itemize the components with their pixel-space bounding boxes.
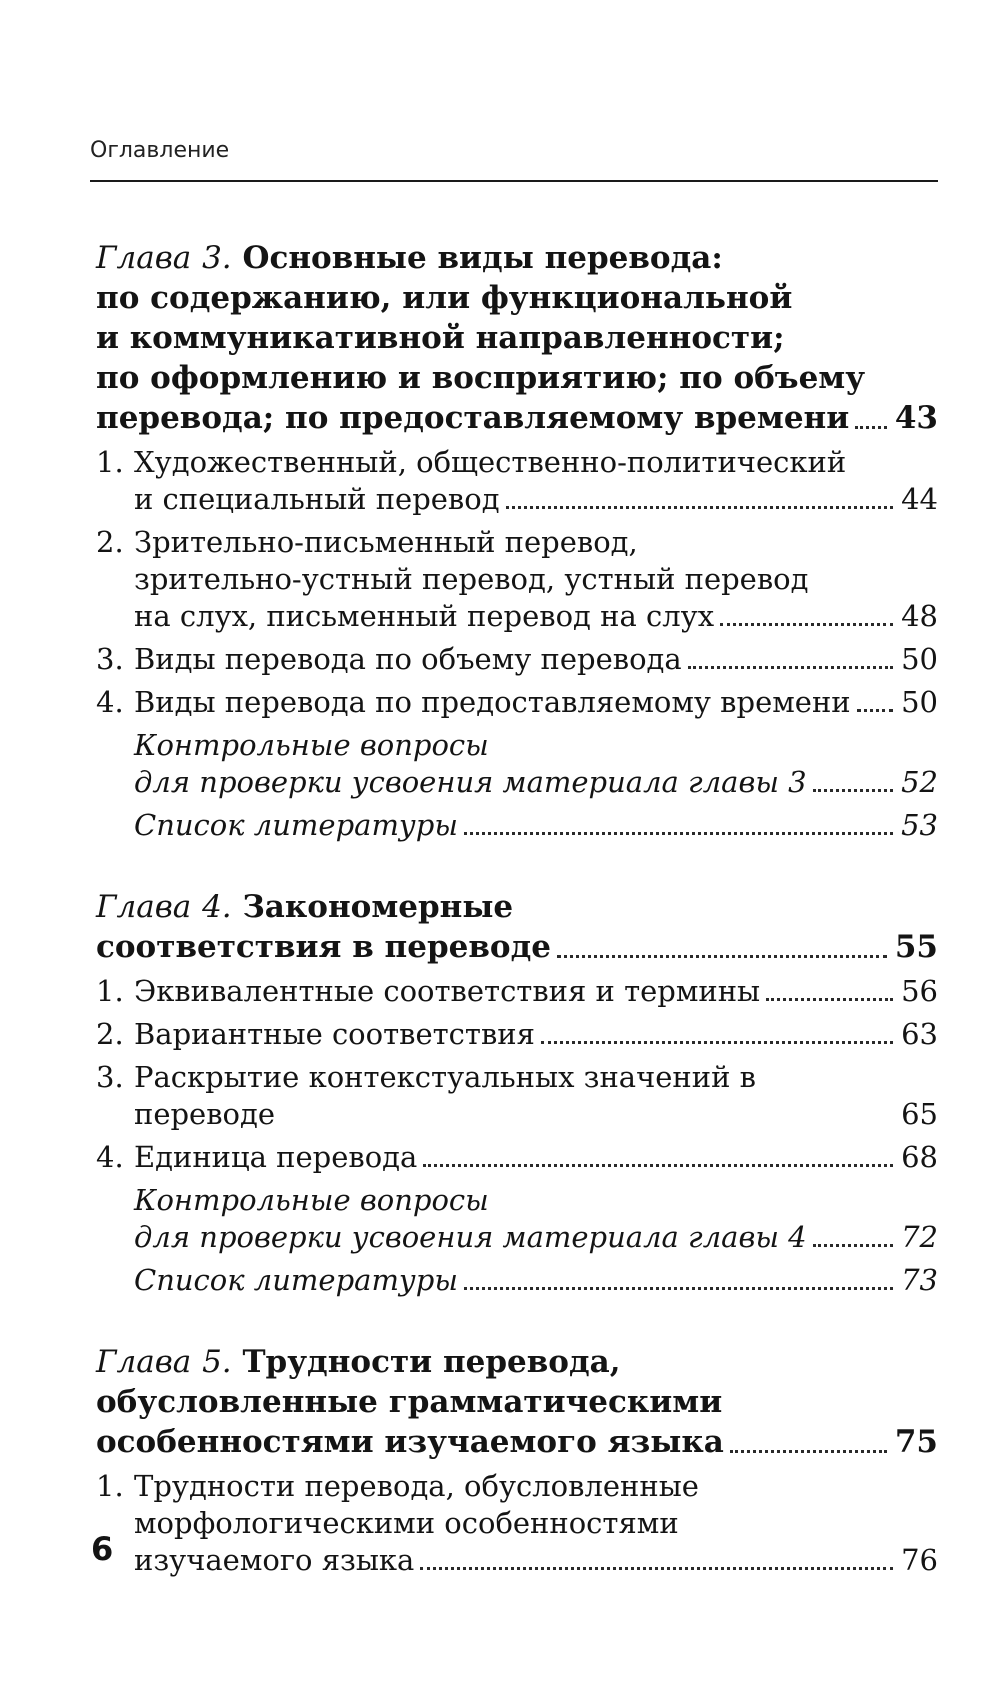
toc-chapter (96, 1342, 938, 1579)
chapter-title-text: по содержанию, или функциональной (96, 280, 793, 316)
chapter-page-number: 43 (894, 400, 938, 436)
chapter-page-number: 55 (894, 929, 938, 965)
control-questions-line: Контрольные вопросы (134, 728, 489, 762)
item-entry (134, 598, 938, 635)
item-page-number: 50 (901, 642, 938, 676)
item-text-line: на слух, письменный перевод на слух (134, 599, 715, 633)
item-number: 4. (96, 1140, 124, 1174)
header-rule (90, 180, 938, 182)
control-questions-line: Контрольные вопросы (134, 1183, 489, 1217)
dot-leader (506, 506, 894, 509)
control-questions-entry[interactable] (134, 727, 938, 801)
item-page-number: 44 (901, 482, 938, 516)
chapter-title-text: Трудности перевода, (242, 1344, 621, 1380)
item-text-line: изучаемого языка (134, 1543, 415, 1577)
chapter-number: 4. (202, 889, 232, 925)
item-text-line: Виды перевода по предоставляемому времени (134, 685, 851, 719)
table-of-contents (96, 238, 938, 1622)
item-number: 3. (96, 1060, 124, 1094)
dot-leader (813, 789, 893, 792)
toc-item[interactable] (96, 684, 938, 721)
dot-leader (557, 955, 887, 958)
item-text-line: Зрительно-письменный перевод, (134, 525, 638, 559)
item-text-line: зрительно-устный перевод, устный перевод (134, 562, 809, 596)
toc-item[interactable] (96, 973, 938, 1010)
literature-page-number: 53 (901, 808, 938, 842)
item-page-number: 63 (901, 1017, 938, 1051)
chapter-title-line (96, 1382, 938, 1422)
questions-page-number: 52 (901, 765, 938, 799)
toc-item[interactable] (96, 1016, 938, 1053)
item-number: 1. (96, 1469, 124, 1503)
toc-item[interactable] (96, 641, 938, 678)
control-questions-text: для проверки усвоения материала главы 3 (134, 765, 807, 799)
chapter-page-number: 75 (894, 1424, 938, 1460)
item-number: 2. (96, 1017, 124, 1051)
item-entry (134, 1059, 938, 1133)
running-header: Оглавление (90, 138, 230, 163)
control-questions-entry[interactable] (134, 1182, 938, 1256)
dot-leader (423, 1164, 893, 1167)
chapter-title-entry[interactable] (96, 1422, 938, 1462)
item-text-line: Единица перевода (134, 1140, 418, 1174)
item-text-line: Трудности перевода, обусловленные (134, 1469, 699, 1503)
item-entry (134, 973, 938, 1010)
chapter-title-line (96, 358, 938, 398)
item-text-line: Виды перевода по объему перевода (134, 642, 682, 676)
item-text-line: Вариантные соответствия (134, 1017, 535, 1051)
dot-leader (720, 623, 893, 626)
control-questions-last (134, 764, 938, 801)
literature-label: Список литературы (134, 1263, 458, 1297)
dot-leader (688, 666, 893, 669)
literature-entry[interactable] (134, 807, 938, 844)
page-number: 6 (91, 1530, 114, 1568)
chapter-title-text: особенностями изучаемого языка (96, 1424, 724, 1460)
item-text-line: и специальный перевод (134, 482, 500, 516)
chapter-title-text: и коммуникативной направленности; (96, 320, 785, 356)
item-number: 1. (96, 974, 124, 1008)
dot-leader (464, 1287, 893, 1290)
item-number: 2. (96, 525, 124, 559)
item-entry (134, 1016, 938, 1053)
chapter-title-entry[interactable] (96, 927, 938, 967)
dot-leader (464, 832, 893, 835)
chapter-label: Глава (96, 1344, 192, 1380)
chapter-title-entry[interactable] (96, 398, 938, 438)
item-entry (134, 1139, 938, 1176)
item-page-number: 68 (901, 1140, 938, 1174)
item-page-number: 65 (901, 1097, 938, 1131)
toc-chapter (96, 238, 938, 844)
toc-chapter (96, 887, 938, 1299)
item-text-line: морфологическими особенностями (134, 1506, 679, 1540)
item-number: 1. (96, 445, 124, 479)
item-text-line: Художественный, общественно-политический (134, 445, 847, 479)
questions-page-number: 72 (901, 1220, 938, 1254)
chapter-number: 3. (202, 240, 232, 276)
toc-item[interactable] (96, 524, 938, 635)
item-page-number: 76 (901, 1543, 938, 1577)
item-text-line: Раскрытие контекстуальных значений в переводе (134, 1060, 756, 1131)
dot-leader (730, 1450, 887, 1453)
toc-item[interactable] (96, 1468, 938, 1579)
item-entry (134, 1542, 938, 1579)
item-page-number: 56 (901, 974, 938, 1008)
toc-item[interactable] (96, 1139, 938, 1176)
chapter-number: 5. (202, 1344, 232, 1380)
chapter-title-text: перевода; по предоставляемому времени (96, 400, 850, 436)
chapter-title-text: Основные виды перевода: (242, 240, 723, 276)
chapter-title-text: соответствия в переводе (96, 929, 551, 965)
chapter-label: Глава (96, 240, 192, 276)
dot-leader (813, 1244, 893, 1247)
item-page-number: 48 (901, 599, 938, 633)
chapter-title-line (96, 1342, 938, 1382)
literature-label: Список литературы (134, 808, 458, 842)
chapter-title-line (96, 887, 938, 927)
chapter-title-line (96, 318, 938, 358)
chapter-title-line (96, 278, 938, 318)
chapter-title-line (96, 238, 938, 278)
toc-item[interactable] (96, 444, 938, 518)
literature-page-number: 73 (901, 1263, 938, 1297)
item-number: 4. (96, 685, 124, 719)
dot-leader (766, 998, 893, 1001)
dot-leader (857, 709, 893, 712)
item-entry (134, 481, 938, 518)
toc-item[interactable] (96, 1059, 938, 1133)
item-page-number: 50 (901, 685, 938, 719)
item-number: 3. (96, 642, 124, 676)
item-entry (134, 641, 938, 678)
chapter-title-text: Закономерные (242, 889, 514, 925)
dot-leader (541, 1041, 893, 1044)
dot-leader (420, 1567, 893, 1570)
control-questions-last (134, 1219, 938, 1256)
item-text-line: Эквивалентные соответствия и термины (134, 974, 761, 1008)
chapter-label: Глава (96, 889, 192, 925)
dot-leader (855, 426, 887, 429)
literature-entry[interactable] (134, 1262, 938, 1299)
chapter-title-text: обусловленные грамматическими (96, 1384, 723, 1420)
item-entry (134, 684, 938, 721)
control-questions-text: для проверки усвоения материала главы 4 (134, 1220, 807, 1254)
chapter-title-text: по оформлению и восприятию; по объему (96, 360, 866, 396)
